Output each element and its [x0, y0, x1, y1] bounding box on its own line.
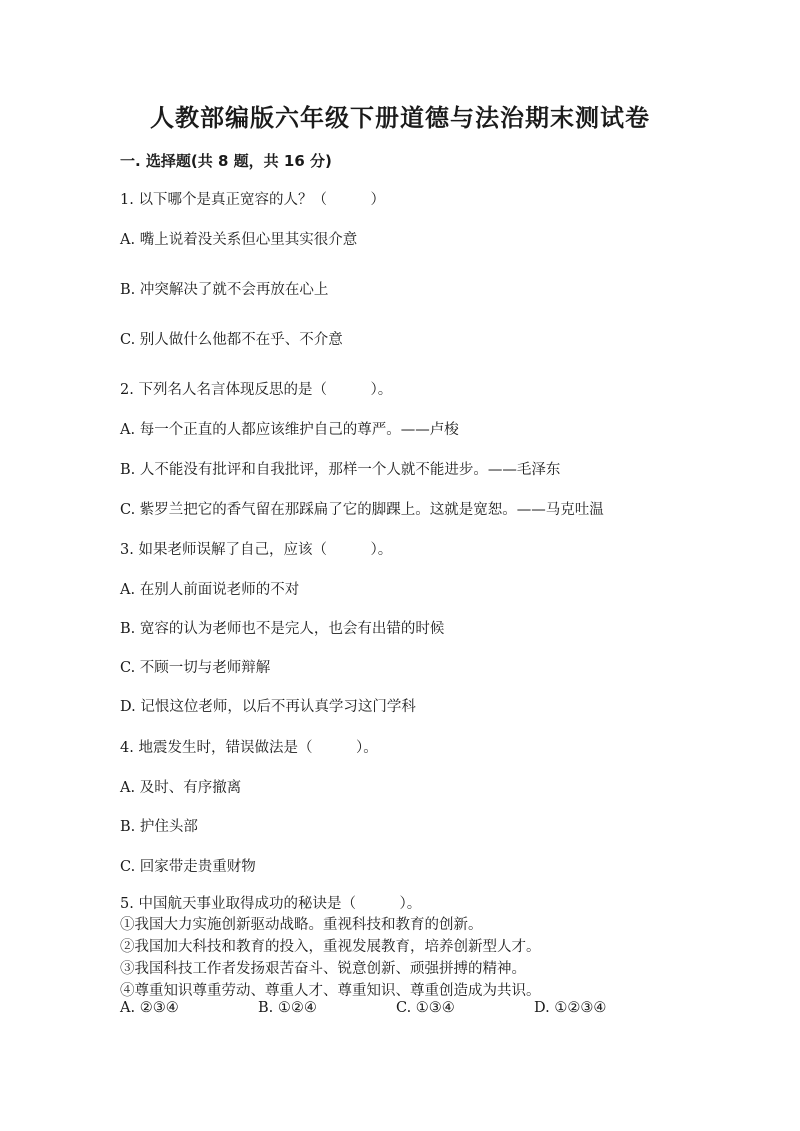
question-3-stem: 3. 如果老师误解了自己，应该（ ）。: [120, 542, 393, 558]
question-4-stem: 4. 地震发生时，错误做法是（ ）。: [120, 740, 378, 756]
section-heading: 一. 选择题(共 8 题，共 16 分): [120, 152, 332, 170]
question-1-stem: 1. 以下哪个是真正宽容的人？（ ）: [120, 192, 385, 208]
question-3-option-c: C. 不顾一切与老师辩解: [120, 660, 271, 676]
question-3-option-a: A. 在别人前面说老师的不对: [120, 582, 300, 598]
question-4-option-b: B. 护住头部: [120, 819, 198, 835]
question-4-option-c: C. 回家带走贵重财物: [120, 859, 256, 875]
question-1-option-c: C. 别人做什么他都不在乎、不介意: [120, 332, 343, 348]
question-5-statement-3: ③我国科技工作者发扬艰苦奋斗、锐意创新、顽强拼搏的精神。: [120, 961, 526, 977]
question-4-option-a: A. 及时、有序撤离: [120, 780, 242, 796]
question-5-statement-2: ②我国加大科技和教育的投入，重视发展教育，培养创新型人才。: [120, 939, 541, 955]
question-5-option-b: B. ①②④: [258, 1000, 317, 1016]
question-3-option-d: D. 记恨这位老师，以后不再认真学习这门学科: [120, 699, 416, 715]
question-5-statement-4: ④尊重知识尊重劳动、尊重人才、尊重知识、尊重创造成为共识。: [120, 983, 541, 999]
question-5-option-d: D. ①②③④: [534, 1000, 607, 1016]
question-2-option-c: C. 紫罗兰把它的香气留在那踩扁了它的脚踝上。这就是宽恕。——马克吐温: [120, 502, 604, 518]
question-5-statement-1: ①我国大力实施创新驱动战略。重视科技和教育的创新。: [120, 917, 483, 933]
question-3-option-b: B. 宽容的认为老师也不是完人，也会有出错的时候: [120, 621, 445, 637]
question-1-option-a: A. 嘴上说着没关系但心里其实很介意: [120, 232, 358, 248]
question-2-stem: 2. 下列名人名言体现反思的是（ ）。: [120, 382, 393, 398]
question-5-option-c: C. ①③④: [396, 1000, 455, 1016]
question-2-option-b: B. 人不能没有批评和自我批评，那样一个人就不能进步。——毛泽东: [120, 462, 561, 478]
question-5-stem: 5. 中国航天事业取得成功的秘诀是（ ）。: [120, 896, 422, 912]
question-5-option-a: A. ②③④: [120, 1000, 179, 1016]
question-1-option-b: B. 冲突解决了就不会再放在心上: [120, 282, 329, 298]
exam-title: 人教部编版六年级下册道德与法治期末测试卷: [150, 104, 650, 132]
question-2-option-a: A. 每一个正直的人都应该维护自己的尊严。——卢梭: [120, 422, 459, 438]
